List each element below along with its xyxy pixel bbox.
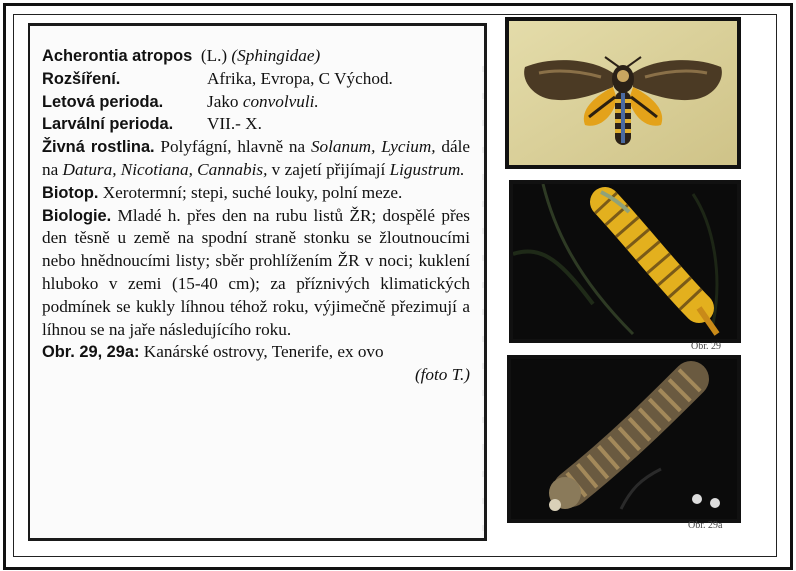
species-text-box [28, 23, 487, 541]
biotope-paragraph [42, 182, 470, 205]
yellow-caterpillar-image [513, 184, 737, 339]
larval-period-value: VII.- X. [207, 114, 262, 134]
biotope-value: Xerotermní; stepi, suché louky, polní meze. [98, 182, 403, 202]
foodplant-genus-1: Solanum, [310, 137, 376, 157]
figure-29a-caption: Obr. 29a [688, 520, 723, 531]
foodplant-text-3: v zajetí přijímají [267, 159, 390, 179]
flight-period-species: convolvuli. [242, 91, 319, 111]
flight-period-prefix: Jako [207, 91, 243, 111]
flight-period-row [42, 91, 470, 114]
foodplant-genus-4: Ligustrum. [389, 159, 465, 179]
figures-paragraph [42, 341, 470, 364]
species-author: (L.) [200, 46, 228, 65]
distribution-value: Afrika, Evropa, C Východ. [207, 68, 393, 88]
species-family: (Sphingidae) [231, 46, 321, 65]
figures-value: Kanárské ostrovy, Tenerife, ex ovo [139, 342, 384, 362]
foodplant-genus-3: Datura, Nicotiana, Cannabis, [62, 159, 268, 179]
brown-caterpillar-image [511, 359, 737, 519]
figures-label: Obr. 29, 29a: [42, 343, 140, 362]
biology-paragraph [42, 205, 470, 342]
foodplant-text-1: Polyfágní, hlavně na [154, 137, 311, 157]
foodplant-paragraph [42, 136, 470, 182]
figure-29-caption: Obr. 29 [691, 341, 721, 352]
larval-period-row [42, 113, 470, 136]
bleed-through-text [482, 66, 487, 541]
death-head-hawkmoth-image [509, 21, 737, 165]
species-name: Acherontia atropos [42, 47, 193, 65]
larval-period-label: Larvální perioda. [42, 115, 174, 134]
species-description [42, 45, 470, 387]
caterpillar-photo [509, 180, 741, 343]
distribution-label: Rozšíření. [42, 69, 121, 88]
distribution-row [42, 68, 470, 91]
biology-value: Mladé h. přes den na rubu listů ŽR; dospělé přes den těsně u země na spodní straně stonku se žloutnoucími nebo hnědnoucími listy; sběr prohlížením ŽR v noci; kuklení hluboko v zemi (15-40 cm); za příznivých klimatických podmínek se kukly líhnou téhož roku, výjimečně přezimují a líhnou se na jaře následujícího roku. [42, 205, 470, 339]
brown-caterpillar-photo [507, 355, 741, 523]
foodplant-text-2: dále na [42, 137, 470, 179]
photo-credit: (foto T.) [414, 365, 470, 385]
biotope-label: Biotop. [42, 183, 99, 202]
biology-label: Biologie. [42, 206, 112, 225]
foodplant-genus-2: Lycium, [381, 137, 436, 157]
species-heading [42, 45, 470, 68]
moth-photo [505, 17, 741, 169]
flight-period-label: Letová perioda. [42, 92, 164, 111]
foodplant-label: Živná rostlina. [42, 138, 155, 157]
